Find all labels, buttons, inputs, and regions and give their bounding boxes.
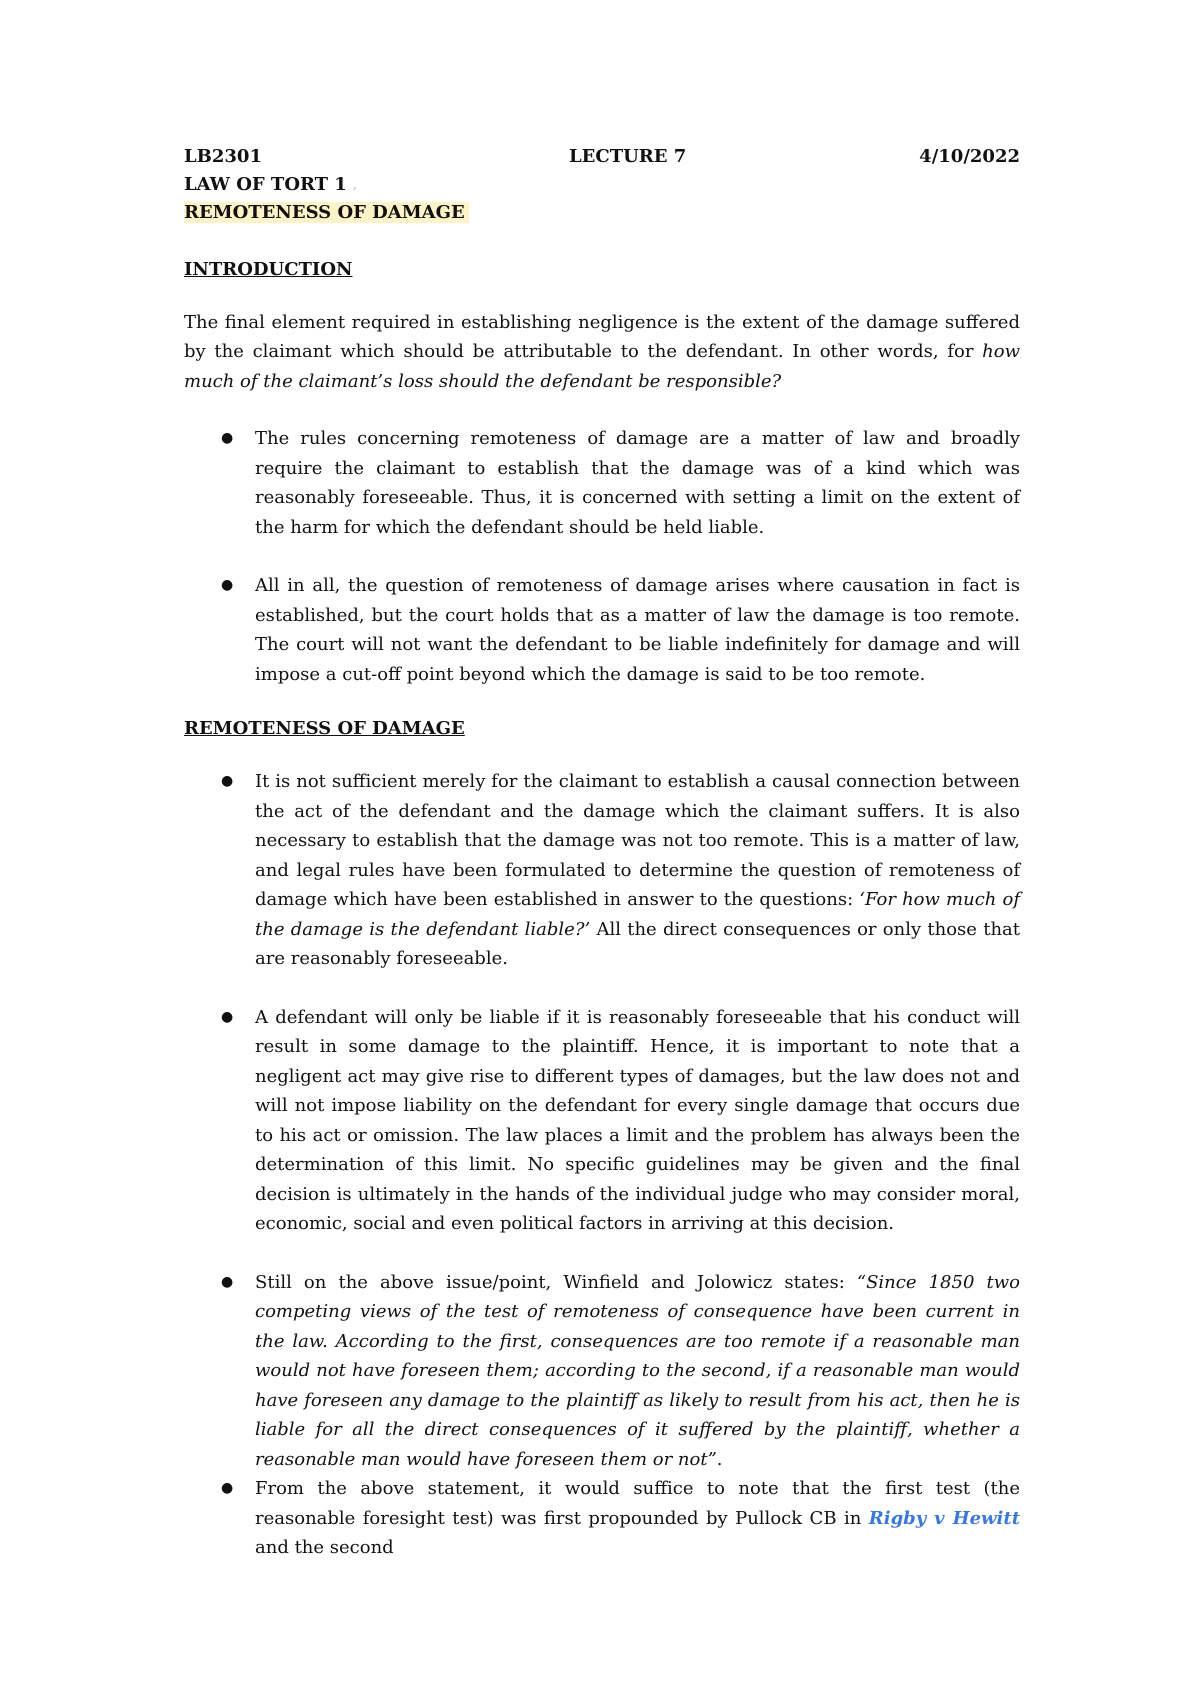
- course-code: LB2301: [184, 146, 262, 167]
- bullet-italic-question: ‘For how much of the damage is the defendant liable?’: [255, 889, 1020, 940]
- bullet-text: .: [716, 1448, 723, 1470]
- list-item: [184, 1003, 1020, 1239]
- topic-title: [184, 199, 1020, 226]
- bullet-text: and the second: [255, 1537, 394, 1558]
- bullet-text: All the direct consequences or only those that are reasonably foreseeable.: [255, 918, 1020, 969]
- bullet-text: It is not sufficient merely for the claimant to establish a causal connection between the act of the defendant and the damage which the claimant suffers. It is also necessary to establish that the damage was not too remote. This is a matter of law, and legal rules have been formulated to determine the question of remoteness of damage which have been established in answer to the questions:: [255, 771, 1020, 910]
- bullet-text: From the above statement, it would suffice to note that the first test (the reasonable foresight test) was first propounded by Pullock CB in: [255, 1478, 1020, 1529]
- list-item: [184, 424, 1020, 542]
- topic-title-highlight: REMOTENESS OF DAMAGE: [184, 202, 469, 223]
- bullet-icon: ●: [221, 1273, 234, 1290]
- bullet-text: A defendant will only be liable if it is reasonably foreseeable that his conduct will result in some damage to the plaintiff. Hence, it is important to note that a negligent act may give rise to different types of damages, but the law does not and will not impose liability on the defendant for every single damage that occurs due to his act or omission. The law places a limit and the problem has always been the determination of this limit. No specific guidelines may be given and the final decision is ultimately in the hands of the individual judge who may consider moral, economic, social and even political factors in arriving at this decision.: [255, 1006, 1020, 1234]
- bullet-icon: ●: [221, 773, 234, 789]
- bullet-icon: ●: [221, 1480, 234, 1496]
- intro-italic-question: how much of the claimant’s loss should the defendant be responsible?: [184, 341, 1020, 392]
- list-item: [184, 571, 1020, 689]
- bullet-icon: ●: [221, 577, 234, 593]
- introduction-heading: INTRODUCTION: [184, 258, 353, 280]
- bullet-text: The rules concerning remoteness of damage are a matter of law and broadly require the claimant to establish that the damage was of a kind which was reasonably foreseeable. Thus, it is concerned with setting a limit on the extent of the harm for which the defendant should be held liable.: [255, 428, 1020, 538]
- list-item: [184, 1474, 1020, 1563]
- bullet-text: All in all, the question of remoteness of damage arises where causation in fact is established, but the court holds that as a matter of law the damage is too remote. The court will not want the defendant to be liable indefinitely for damage and will impose a cut-off point beyond which the damage is said to be too remote.: [255, 575, 1020, 685]
- bullet-icon: ●: [221, 430, 234, 446]
- bullet-text: Still on the above issue/point, Winfield and Jolowicz states:: [255, 1271, 857, 1293]
- introduction-bullet-list: [184, 424, 1020, 689]
- list-item: [184, 1268, 1020, 1475]
- bullet-icon: ●: [221, 1008, 234, 1025]
- list-item: [184, 767, 1020, 974]
- course-title: [184, 171, 1020, 199]
- quotation: “Since 1850 two competing views of the test of remoteness of consequence have been current in the law. According to the first, consequences are too remote if a reasonable man would not have foreseen them; according to the second, if a reasonable man would have foreseen any damage to the plaintiff as likely to result from his act, then he is liable for all the direct consequences of it suffered by the plaintiff, whether a reasonable man would have foreseen them or not”: [255, 1271, 1020, 1470]
- document-header: [184, 143, 1020, 171]
- intro-text: The final element required in establishing negligence is the extent of the damage suffered by the claimant which should be attributable to the defendant. In other words, for: [184, 311, 1020, 362]
- introduction-paragraph: [184, 308, 1020, 397]
- case-link[interactable]: Rigby v Hewitt: [868, 1507, 1021, 1529]
- lecture-number: LECTURE 7: [569, 146, 687, 167]
- remoteness-heading: REMOTENESS OF DAMAGE: [184, 718, 465, 739]
- cursor-mark: ,: [352, 178, 357, 192]
- remoteness-bullet-list: [184, 767, 1020, 1563]
- lecture-date: 4/10/2022: [919, 146, 1020, 167]
- course-title-text: LAW OF TORT 1: [184, 174, 347, 195]
